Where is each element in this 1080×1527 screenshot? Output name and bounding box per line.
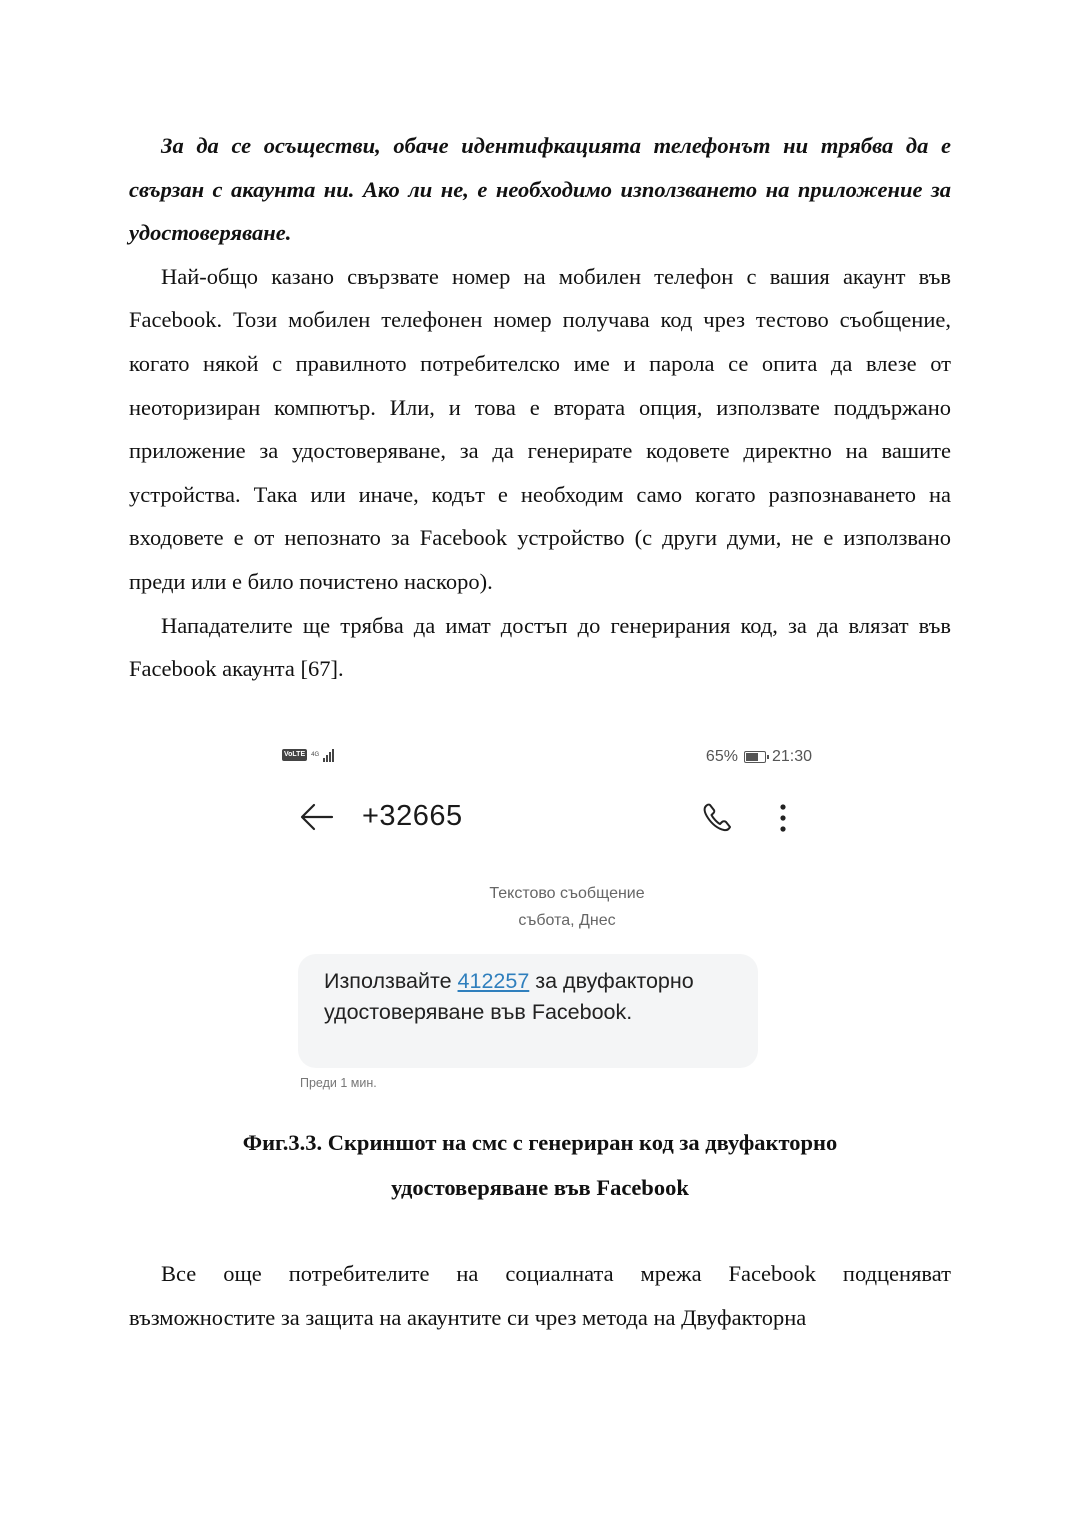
battery-icon xyxy=(744,751,766,763)
network-type-icon: 4G xyxy=(311,752,320,758)
more-options-icon[interactable] xyxy=(778,802,788,834)
message-text-before: Използвайте xyxy=(324,969,458,993)
message-bubble[interactable] xyxy=(298,954,758,1068)
caption-line-1: Фиг.3.3. Скриншот на смс с генериран код за двуфакторно xyxy=(242,1130,838,1155)
message-day: събота, Днес xyxy=(518,912,616,929)
body-text-continued xyxy=(129,1252,951,1339)
back-arrow-icon[interactable] xyxy=(300,802,334,832)
message-meta xyxy=(282,880,812,934)
status-right xyxy=(706,748,812,766)
status-bar xyxy=(282,748,812,772)
message-timestamp: Преди 1 мин. xyxy=(300,1076,377,1090)
sms-screenshot-figure xyxy=(282,742,812,1102)
signal-icon xyxy=(323,748,334,762)
paragraph-intro: За да се осъществи, обаче идентифкацията телефонът ни трябва да е свързан с акаунта ни. Ако ли не, е необходимо използването на приложение за удостоверяване. xyxy=(129,133,951,246)
volte-icon: VoLTE xyxy=(282,749,307,761)
paragraph-explanation: Най-общо казано свързвате номер на мобилен телефон с вашия акаунт във Facebook. Този мобилен телефонен номер получава код чрез тестово съобщение, когато някой с правилното потребителско име и парола се опита да влезе от неоторизиран компютър. Или, и това е втората опция, използвате поддържано приложение за удостоверяване, за да генерирате кодовете директно на вашите устройства. Така или иначе, кодът е необходим само когато разпознаването на входовете е от непознато за Facebook устройство (с други думи, не е използвано преди или е било почистено наскоро). xyxy=(129,263,951,594)
clock: 21:30 xyxy=(771,748,812,765)
battery-percent: 65% xyxy=(705,748,738,765)
caption-line-2: удостоверяване във Facebook xyxy=(391,1175,689,1200)
phone-icon[interactable] xyxy=(700,802,736,834)
body-text xyxy=(129,124,951,691)
message-type: Текстово съобщение xyxy=(489,885,645,902)
sender-number: +32665 xyxy=(362,800,463,832)
message-text-after: за двуфакторно удостоверяване във Facebook. xyxy=(324,969,694,1024)
figure-caption xyxy=(129,1120,951,1210)
message-text xyxy=(324,966,744,1028)
verification-code-link[interactable]: 412257 xyxy=(457,969,530,993)
status-left xyxy=(282,748,334,762)
paragraph-attackers: Нападателите ще трябва да имат достъп до генерирания код, за да влязат във Facebook акаунта [67]. xyxy=(129,612,951,682)
conversation-header xyxy=(282,794,812,844)
paragraph-last: Все още потребителите на социалната мрежа Facebook подценяват възможностите за защита на акаунтите си чрез метода на Двуфакторна xyxy=(129,1261,951,1330)
